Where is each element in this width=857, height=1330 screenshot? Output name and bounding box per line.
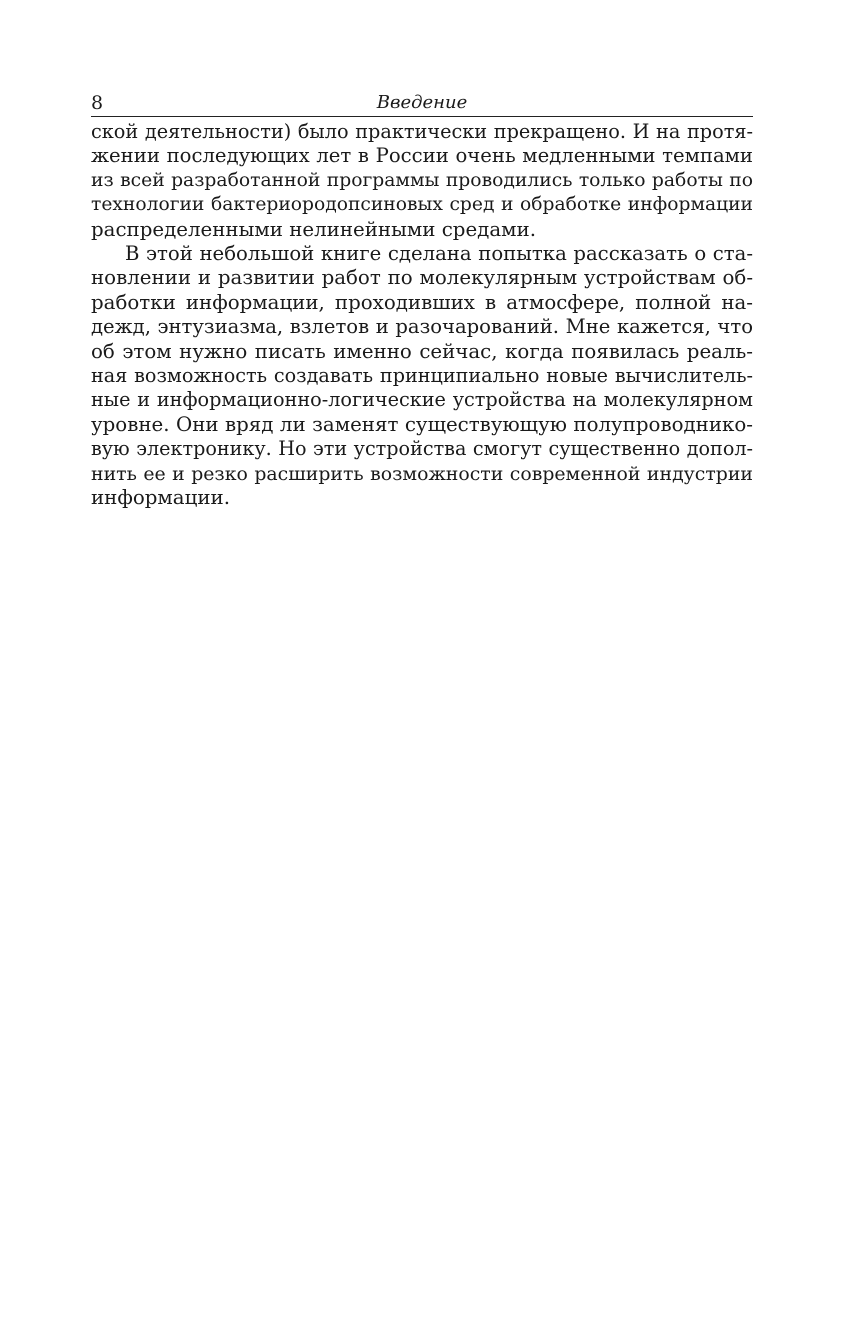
paragraph-2 bbox=[91, 242, 753, 510]
text-line: технологии бактериородопсиновых сред и обработке информации bbox=[91, 194, 753, 216]
text-line: нить ее и резко расширить возможности современной индустрии bbox=[91, 462, 753, 485]
text-line: информации. bbox=[91, 486, 230, 510]
running-header bbox=[91, 86, 753, 117]
text-line: работки информации, проходивших в атмосфере, полной на- bbox=[91, 290, 753, 314]
text-line: вую электронику. Но эти устройства смогут существенно допол- bbox=[91, 437, 753, 461]
section-title: Введение bbox=[376, 92, 468, 113]
text-line: дежд, энтузиазма, взлетов и разочарований. Мне кажется, что bbox=[91, 315, 753, 339]
text-line: В этой небольшой книге сделана попытка рассказать о ста- bbox=[125, 242, 753, 266]
text-line: жении последующих лет в России очень медленными темпами bbox=[91, 144, 753, 168]
body-text bbox=[91, 120, 753, 511]
paragraph-1 bbox=[91, 120, 753, 242]
text-line: ная возможность создавать принципиально новые вычислитель- bbox=[91, 364, 753, 388]
text-line: распределенными нелинейными средами. bbox=[91, 217, 537, 241]
text-line: новлении и развитии работ по молекулярным устройствам об- bbox=[91, 266, 753, 290]
text-line: ской деятельности) было практически прекращено. И на протя- bbox=[91, 120, 753, 143]
text-line: уровне. Они вряд ли заменят существующую полупроводнико- bbox=[91, 412, 753, 436]
text-line: ные и информационно-логические устройства на молекулярном bbox=[91, 388, 753, 412]
text-line: из всей разработанной программы проводились только работы по bbox=[91, 169, 753, 191]
text-line: об этом нужно писать именно сейчас, когда появилась реаль- bbox=[91, 339, 753, 363]
book-page bbox=[91, 86, 753, 511]
page-number: 8 bbox=[91, 92, 104, 114]
